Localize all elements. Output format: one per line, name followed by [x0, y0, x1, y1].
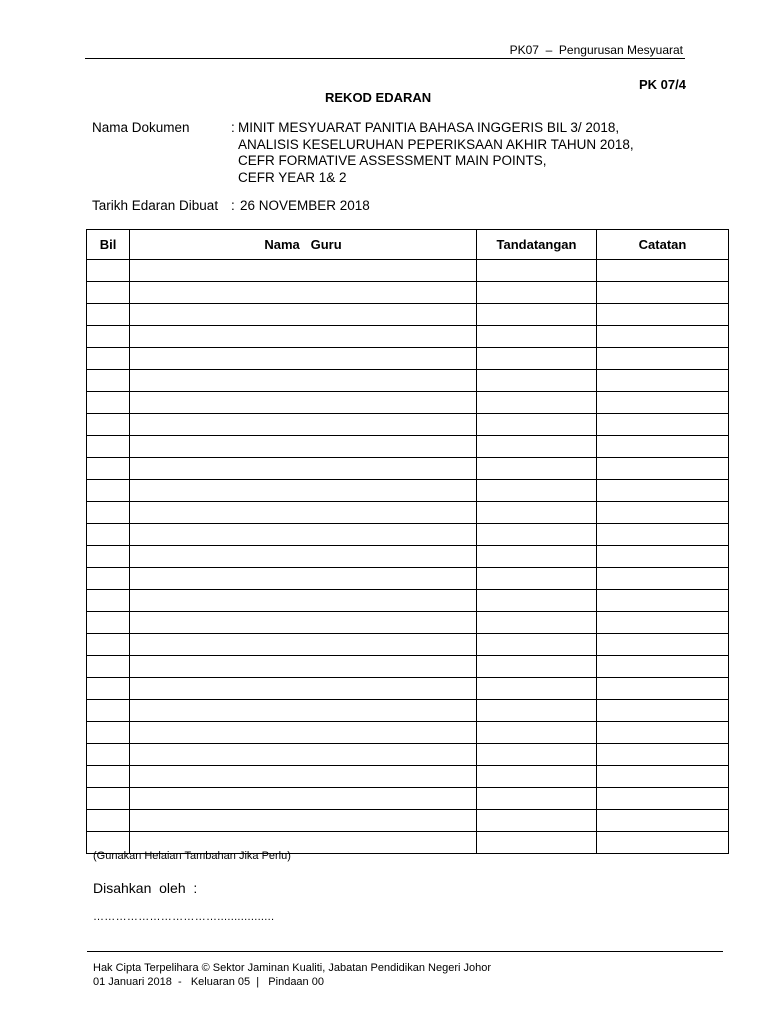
table-row [87, 568, 729, 590]
tandatangan-cell [477, 304, 597, 326]
tandatangan-cell [477, 832, 597, 854]
bil-cell [87, 700, 130, 722]
bil-cell [87, 480, 130, 502]
catatan-cell [597, 502, 729, 524]
table-body [87, 260, 729, 854]
nama-guru-cell [130, 502, 477, 524]
bil-cell [87, 766, 130, 788]
bil-cell [87, 678, 130, 700]
bil-cell [87, 326, 130, 348]
table-row [87, 392, 729, 414]
table-row [87, 524, 729, 546]
table-row [87, 744, 729, 766]
footer-divider [87, 951, 723, 952]
table-row [87, 348, 729, 370]
tandatangan-cell [477, 260, 597, 282]
tandatangan-cell [477, 458, 597, 480]
tandatangan-cell [477, 524, 597, 546]
nama-guru-cell [130, 436, 477, 458]
table-row [87, 590, 729, 612]
table-row [87, 766, 729, 788]
bil-cell [87, 502, 130, 524]
nama-dokumen-label: Nama Dokumen [92, 120, 190, 135]
nama-guru-cell [130, 282, 477, 304]
distribution-table-wrapper [86, 229, 729, 854]
table-row [87, 480, 729, 502]
column-header-tandatangan: Tandatangan [477, 230, 597, 260]
nama-guru-cell [130, 722, 477, 744]
signature-line: ……………………………................. [93, 911, 275, 923]
tandatangan-cell [477, 568, 597, 590]
nama-dokumen-line: CEFR YEAR 1& 2 [238, 169, 347, 185]
catatan-cell [597, 304, 729, 326]
table-row [87, 260, 729, 282]
nama-guru-cell [130, 634, 477, 656]
table-row [87, 304, 729, 326]
tarikh-edaran-colon: : [231, 198, 235, 213]
bil-cell [87, 546, 130, 568]
nama-guru-cell [130, 392, 477, 414]
header-divider [85, 58, 685, 59]
table-row [87, 282, 729, 304]
nama-guru-cell [130, 612, 477, 634]
catatan-cell [597, 480, 729, 502]
tandatangan-cell [477, 502, 597, 524]
bil-cell [87, 436, 130, 458]
catatan-cell [597, 788, 729, 810]
table-row [87, 634, 729, 656]
bil-cell [87, 260, 130, 282]
column-header-nama-guru: Nama Guru [130, 230, 477, 260]
catatan-cell [597, 656, 729, 678]
nama-guru-cell [130, 656, 477, 678]
table-row [87, 700, 729, 722]
tandatangan-cell [477, 480, 597, 502]
catatan-cell [597, 766, 729, 788]
bil-cell [87, 304, 130, 326]
tarikh-edaran-value: 26 NOVEMBER 2018 [240, 198, 370, 213]
bil-cell [87, 524, 130, 546]
table-row [87, 722, 729, 744]
disahkan-label: Disahkan oleh : [93, 880, 198, 896]
tandatangan-cell [477, 612, 597, 634]
bil-cell [87, 744, 130, 766]
bil-cell [87, 810, 130, 832]
nama-guru-cell [130, 458, 477, 480]
table-row [87, 502, 729, 524]
tandatangan-cell [477, 678, 597, 700]
bil-cell [87, 414, 130, 436]
tandatangan-cell [477, 634, 597, 656]
table-row [87, 436, 729, 458]
nama-dokumen-line: ANALISIS KESELURUHAN PEPERIKSAAN AKHIR TAHUN 2018, [238, 136, 634, 152]
tandatangan-cell [477, 392, 597, 414]
bil-cell [87, 392, 130, 414]
catatan-cell [597, 590, 729, 612]
table-row [87, 414, 729, 436]
tandatangan-cell [477, 810, 597, 832]
bil-cell [87, 722, 130, 744]
table-row [87, 458, 729, 480]
tandatangan-cell [477, 326, 597, 348]
extra-sheet-note: (Gunakan Helaian Tambahan Jika Perlu) [93, 850, 291, 862]
nama-guru-cell [130, 700, 477, 722]
nama-guru-cell [130, 744, 477, 766]
bil-cell [87, 590, 130, 612]
tandatangan-cell [477, 766, 597, 788]
running-header: PK07 – Pengurusan Mesyuarat [509, 43, 683, 57]
table-row [87, 370, 729, 392]
distribution-table [86, 229, 729, 854]
tandatangan-cell [477, 348, 597, 370]
table-row [87, 546, 729, 568]
tandatangan-cell [477, 590, 597, 612]
nama-guru-cell [130, 766, 477, 788]
catatan-cell [597, 524, 729, 546]
nama-guru-cell [130, 260, 477, 282]
catatan-cell [597, 810, 729, 832]
tandatangan-cell [477, 722, 597, 744]
bil-cell [87, 458, 130, 480]
tandatangan-cell [477, 436, 597, 458]
nama-guru-cell [130, 326, 477, 348]
column-header-bil: Bil [87, 230, 130, 260]
footer-issue-info: 01 Januari 2018 - Keluaran 05 | Pindaan 00 [93, 976, 324, 988]
nama-guru-cell [130, 304, 477, 326]
nama-dokumen-line: MINIT MESYUARAT PANITIA BAHASA INGGERIS BIL 3/ 2018, [238, 120, 620, 135]
catatan-cell [597, 414, 729, 436]
bil-cell [87, 348, 130, 370]
nama-guru-cell [130, 678, 477, 700]
catatan-cell [597, 326, 729, 348]
bil-cell [87, 656, 130, 678]
bil-cell [87, 282, 130, 304]
nama-guru-cell [130, 810, 477, 832]
table-row [87, 678, 729, 700]
catatan-cell [597, 392, 729, 414]
tarikh-edaran-label: Tarikh Edaran Dibuat [92, 198, 219, 213]
tandatangan-cell [477, 700, 597, 722]
tandatangan-cell [477, 656, 597, 678]
catatan-cell [597, 260, 729, 282]
nama-guru-cell [130, 546, 477, 568]
nama-guru-cell [130, 480, 477, 502]
bil-cell [87, 612, 130, 634]
tandatangan-cell [477, 546, 597, 568]
footer-copyright: Hak Cipta Terpelihara © Sektor Jaminan Kualiti, Jabatan Pendidikan Negeri Johor [93, 962, 492, 974]
catatan-cell [597, 348, 729, 370]
tandatangan-cell [477, 744, 597, 766]
nama-guru-cell [130, 370, 477, 392]
catatan-cell [597, 436, 729, 458]
table-row [87, 326, 729, 348]
catatan-cell [597, 700, 729, 722]
catatan-cell [597, 370, 729, 392]
table-header-row [87, 230, 729, 260]
table-row [87, 656, 729, 678]
bil-cell [87, 568, 130, 590]
nama-guru-cell [130, 568, 477, 590]
catatan-cell [597, 634, 729, 656]
document-title: REKOD EDARAN [325, 90, 432, 105]
catatan-cell [597, 744, 729, 766]
nama-guru-cell [130, 348, 477, 370]
catatan-cell [597, 568, 729, 590]
catatan-cell [597, 832, 729, 854]
catatan-cell [597, 722, 729, 744]
catatan-cell [597, 678, 729, 700]
table-row [87, 612, 729, 634]
tandatangan-cell [477, 788, 597, 810]
tandatangan-cell [477, 414, 597, 436]
tandatangan-cell [477, 370, 597, 392]
catatan-cell [597, 612, 729, 634]
nama-dokumen-line: CEFR FORMATIVE ASSESSMENT MAIN POINTS, [238, 153, 547, 168]
tandatangan-cell [477, 282, 597, 304]
column-header-catatan: Catatan [597, 230, 729, 260]
nama-guru-cell [130, 590, 477, 612]
nama-dokumen-value [238, 120, 634, 186]
bil-cell [87, 370, 130, 392]
table-row [87, 788, 729, 810]
bil-cell [87, 634, 130, 656]
catatan-cell [597, 546, 729, 568]
form-code: PK 07/4 [639, 77, 686, 92]
table-row [87, 810, 729, 832]
nama-guru-cell [130, 788, 477, 810]
bil-cell [87, 788, 130, 810]
catatan-cell [597, 458, 729, 480]
nama-dokumen-colon: : [231, 120, 235, 135]
catatan-cell [597, 282, 729, 304]
nama-guru-cell [130, 524, 477, 546]
nama-guru-cell [130, 414, 477, 436]
